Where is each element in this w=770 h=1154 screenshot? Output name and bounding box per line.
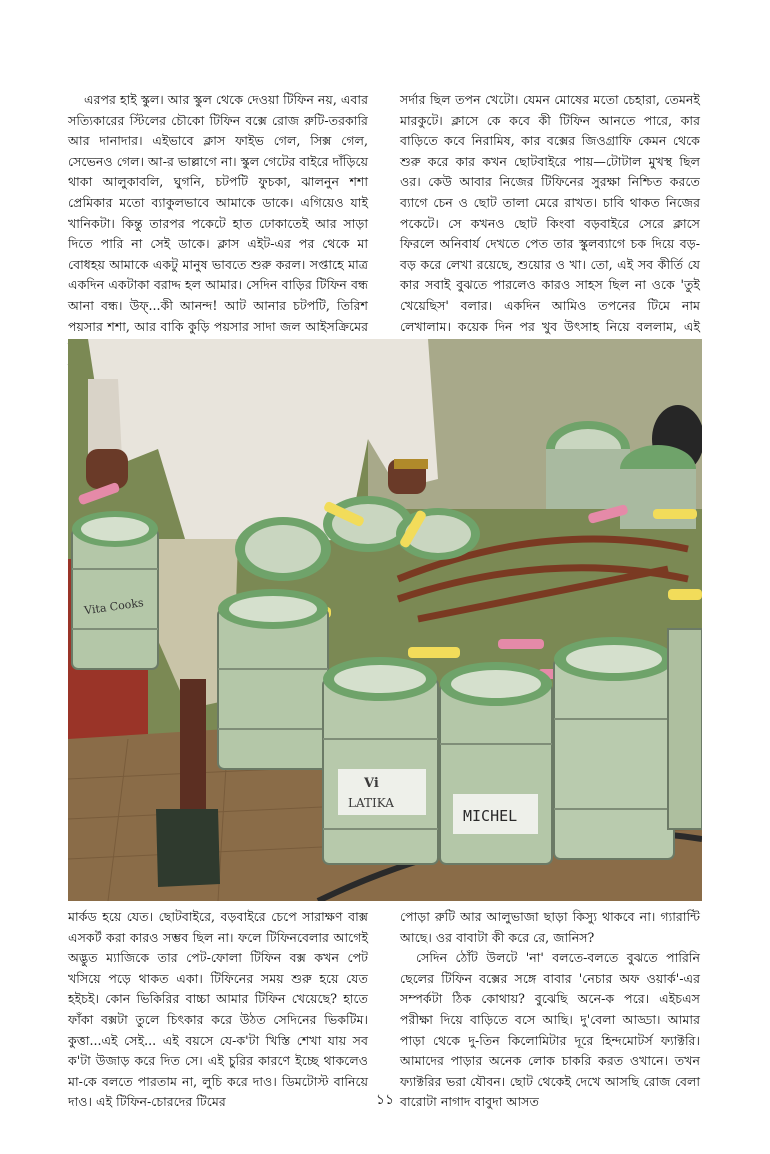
container-label: MICHEL [463, 807, 518, 825]
paragraph: পোড়া রুটি আর আলুভাজা ছাড়া কিস্যু থাকবে না। গ্যারান্টি আছে। ওর বাবাটা কী করে রে, জানিস? [400, 909, 700, 945]
tiffin-carrier-photo [68, 339, 702, 901]
sandal [156, 809, 220, 887]
tiffin-containers-front-row [323, 629, 702, 864]
person-leg [180, 679, 206, 819]
wristwatch [394, 459, 428, 469]
container-label: LATIKA [348, 796, 394, 810]
paragraph: সেদিন ঠোঁট উলটে 'না' বলতে-বলতে বুঝতে পারিনি ছেলের টিফিন বক্সের সঙ্গে বাবার 'নেচার অফ ওয়ার্ক'-এর সম্পর্কটা ঠিক কোথায়? বুঝেছি অনে-ক পরে। এইচএস পরীক্ষা দিয়ে বাড়িতে বসে আছি। দু'বেলা আড্ডা। আমার পাড়া থেকে দু-তিন কিলোমিটার দূরে হিন্দমোটর্স ফ্যাক্টরি। আমাদের পাড়ার অনেক লোক চাকরি করত ওখানে। তখন ফ্যাক্টরির ভরা যৌবন। ছোট থেকেই দেখে আসছি রোজ বেলা বারোটা নাগাদ বাবুদা আসত [400, 950, 700, 1110]
paragraph: মার্কড হয়ে যেত। ছোটবাইরে, বড়বাইরে চেপে সারাক্ষণ বাক্স এসকর্ট করা কারও সম্ভব ছিল না। ফলে টিফিনবেলার আগেই অদ্ভুত ম্যাজিকে তার পেট-ফোলা টিফিন বক্স কখন পেট খসিয়ে পড়ে থাকত একা। টিফিনের সময় শুরু হয়ে যেত হইচই। কোন ভিকিরির বাচ্চা আমার টিফিন খেয়েছে? হাতে ফাঁকা বক্সটা তুলে চিৎকার করে উঠত সেদিনের ভিকটিম। কুত্তা...এই সেই... এই বয়সে যে-ক'টা খিস্তি শেখা যায় সব ক'টা উজাড় করে দিত সে। এই চুরির কারণে ইচ্ছে থাকলেও মা-কে বলতে পারতাম না, লুচি করে দাও। ডিমটোস্ট বানিয়ে দাও। এই টিফিন-চোরদের টিমের [68, 909, 368, 1110]
person-left-hand [86, 449, 128, 489]
article-column-bottom-left [68, 907, 368, 1113]
tiffin-container-handheld [72, 511, 158, 669]
page-number: ১১ [375, 1092, 395, 1108]
container-label: Vita Cooks [83, 596, 145, 618]
photo-illustration [68, 339, 702, 901]
container-label: Vi [364, 776, 379, 791]
article-column-bottom-right [400, 907, 700, 1113]
paragraph: সর্দার ছিল তপন খেটো। যেমন মোষের মতো চেহারা, তেমনই মারকুটে। ক্লাসে কে কবে কী টিফিন আনতে পারে, কার বাড়িতে কবে নিরামিষ, কার বক্সের জিওগ্রাফি কেমন থেকে শুরু করে কার কখন ছোটবাইরে পায়—টোটাল মুখস্থ ছিল ওর। কেউ আবার নিজের টিফিনের সুরক্ষা নিশ্চিত করতে ব্যাগে চেন ও ছোট তালা মেরে রাখত। চাবি থাকত নিজের পকেটে। সে কখনও ছোট কিংবা বড়বাইরে সেরে ক্লাসে ফিরলে অনিবার্য দেখতে পেত তার স্কুলব্যাগে চক দিয়ে বড়-বড় করে লেখা রয়েছে, শুয়োর ও খা। তো, এই সব কীর্তি যে কার সবাই বুঝতে পারলেও কারও সাহস ছিল না ওকে 'তুই খেয়েছিস' বলার। একদিন আমিও তপনের টিমে নাম লেখালাম। কয়েক দিন পর খুব উৎসাহ নিয়ে বললাম, এই [400, 92, 700, 334]
paragraph: এরপর হাই স্কুল। আর স্কুল থেকে দেওয়া টিফিন নয়, এবার সত্যিকারের স্টিলের চৌকো টিফিন বক্সে রোজ রুটি-তরকারি আর দানাদার। এইভাবে ক্লাস ফাইভ গেল, সিক্স গেল, সেভেনও গেল। আ-র ভাল্লাগে না। স্কুল গেটের বাইরে দাঁড়িয়ে থাকা আলুকাবলি, ঘুগনি, চটপটি ফুচকা, ঝালনুন শশা প্রেমিকার মতো ব্যাকুলভাবে আমাকে ডাকে। এগিয়েও যাই খানিকটা। কিন্তু তারপর পকেটে হাত ঢোকাতেই আর সাড়া দিতে পারি না সেই ডাকে। ক্লাস এইট-এর পর থেকে মা বোধহয় আমাকে একটু মানুষ ভাবতে শুরু করল। সপ্তাহে মাত্র একদিন একটাকা বরাদ্দ হল আমার। সেদিন বাড়ির টিফিন বন্ধ আনা বন্ধ। উফ্‌...কী আনন্দ! আট আনার চটপটি, তিরিশ পয়সার শশা, আর বাকি কুড়ি পয়সার সাদা জল আইসক্রিমের [68, 92, 368, 334]
tiffin-containers-middle-row [218, 589, 328, 769]
